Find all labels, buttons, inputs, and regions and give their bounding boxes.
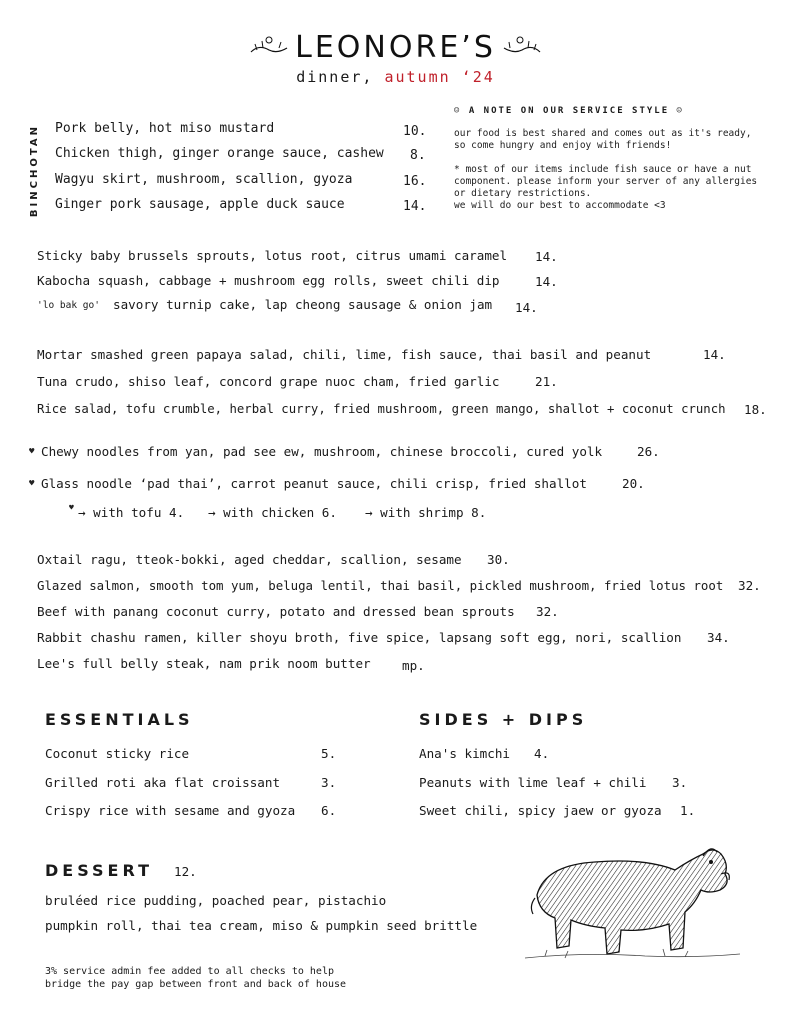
subtitle-season: autumn ‘24 — [384, 68, 495, 86]
subtitle-prefix: dinner, — [296, 68, 374, 86]
menu-item-price: 34. — [707, 630, 730, 645]
sprig-left-icon — [249, 34, 289, 56]
allergy-note-line: * most of our items include fish sauce or have a nut component. please inform your server of any allergies or dietary restrictions. — [454, 164, 758, 199]
service-note-line: our food is best shared and comes out as it's ready, so come hungry and enjoy with friends! — [454, 128, 752, 151]
menu-item-name: Rabbit chashu ramen, killer shoyu broth, five spice, lapsang soft egg, nori, scallion — [37, 630, 682, 645]
sides-item-price: 4. — [534, 746, 550, 761]
addon-chicken: → with chicken 6. — [208, 505, 337, 520]
menu-item-price: 14. — [535, 274, 558, 289]
essentials-item-price: 5. — [321, 746, 337, 761]
menu-item-name: Lee's full belly steak, nam prik noom butter — [37, 656, 371, 671]
essentials-item-name: Grilled roti aka flat croissant — [45, 775, 281, 790]
logo-text: LEONORE’S — [295, 30, 496, 65]
addon-tofu: → with tofu 4. — [78, 505, 185, 520]
essentials-item-price: 6. — [321, 803, 337, 818]
menu-item-name: Glazed salmon, smooth tom yum, beluga lentil, thai basil, pickled mushroom, fried lotus root — [37, 578, 724, 593]
menu-item-name: Mortar smashed green papaya salad, chili, lime, fish sauce, thai basil and peanut — [37, 347, 652, 362]
binchotan-item-price: 10. — [403, 124, 427, 139]
menu-item-price: 26. — [637, 444, 660, 459]
menu-item-prefix: 'lo bak go' — [37, 300, 100, 311]
menu-item-name: Glass noodle ‘pad thai’, carrot peanut sauce, chili crisp, fried shallot — [41, 476, 587, 491]
menu-item-price: 21. — [535, 374, 558, 389]
essentials-item-price: 3. — [321, 775, 337, 790]
essentials-item-name: Coconut sticky rice — [45, 746, 190, 761]
sides-item-name: Sweet chili, spicy jaew or gyoza — [419, 803, 662, 818]
hippo-illustration-icon — [525, 840, 740, 975]
menu-item-name: Rice salad, tofu crumble, herbal curry, fried mushroom, green mango, shallot + coconut crunch — [37, 402, 726, 416]
sides-item-name: Ana's kimchi — [419, 746, 510, 761]
sides-item-price: 1. — [680, 803, 696, 818]
essentials-item-name: Crispy rice with sesame and gyoza — [45, 803, 296, 818]
dessert-item: bruléed rice pudding, poached pear, pistachio — [45, 893, 387, 908]
service-fee-line: bridge the pay gap between front and back of house — [45, 979, 347, 990]
sprig-right-icon — [502, 34, 542, 56]
heart-icon: ♥ — [29, 447, 35, 457]
binchotan-item-name: Chicken thigh, ginger orange sauce, cashew — [55, 146, 384, 161]
menu-item-name: Sticky baby brussels sprouts, lotus root, citrus umami caramel — [37, 248, 508, 263]
menu-item-price: 32. — [738, 578, 761, 593]
binchotan-item-price: 8. — [410, 148, 426, 163]
menu-subtitle — [0, 68, 791, 86]
accommodate-note-line: we will do our best to accommodate <3 — [454, 200, 666, 211]
menu-item-name: Oxtail ragu, tteok-bokki, aged cheddar, scallion, sesame — [37, 552, 462, 567]
menu-item-price: 18. — [744, 402, 767, 417]
menu-item-name: Chewy noodles from yan, pad see ew, mushroom, chinese broccoli, cured yolk — [41, 444, 603, 459]
menu-item-price: 14. — [515, 300, 538, 315]
heart-icon: ♥ — [29, 479, 35, 489]
menu-item-price: 20. — [622, 476, 645, 491]
service-note-title: ☺ A NOTE ON OUR SERVICE STYLE ☺ — [454, 106, 684, 116]
menu-item-price: 30. — [487, 552, 510, 567]
sides-item-name: Peanuts with lime leaf + chili — [419, 775, 647, 790]
menu-item-name: Kabocha squash, cabbage + mushroom egg rolls, sweet chili dip — [37, 273, 500, 288]
binchotan-item-name: Wagyu skirt, mushroom, scallion, gyoza — [55, 172, 353, 187]
restaurant-logo — [0, 30, 791, 65]
menu-item-price: 14. — [535, 249, 558, 264]
sides-item-price: 3. — [672, 775, 688, 790]
binchotan-label: BINCHOTAN — [29, 124, 40, 218]
binchotan-item-name: Ginger pork sausage, apple duck sauce — [55, 197, 345, 212]
binchotan-item-price: 16. — [403, 174, 427, 189]
addon-shrimp: → with shrimp 8. — [365, 505, 487, 520]
service-fee-line: 3% service admin fee added to all checks to help — [45, 966, 334, 977]
dessert-price: 12. — [174, 864, 197, 879]
menu-item-price: 32. — [536, 604, 559, 619]
heart-icon: ♥ — [69, 503, 74, 512]
sides-title: SIDES + DIPS — [419, 710, 588, 729]
dessert-title: DESSERT — [45, 861, 153, 880]
essentials-title: ESSENTIALS — [45, 710, 194, 729]
binchotan-item-price: 14. — [403, 199, 427, 214]
menu-item-price: mp. — [402, 658, 425, 673]
menu-item-name: Beef with panang coconut curry, potato and dressed bean sprouts — [37, 604, 515, 619]
binchotan-item-name: Pork belly, hot miso mustard — [55, 121, 275, 136]
dessert-item: pumpkin roll, thai tea cream, miso & pumpkin seed brittle — [45, 918, 478, 933]
menu-item-price: 14. — [703, 347, 726, 362]
menu-item-name: Tuna crudo, shiso leaf, concord grape nuoc cham, fried garlic — [37, 374, 500, 389]
menu-item-name: savory turnip cake, lap cheong sausage & onion jam — [113, 297, 493, 312]
